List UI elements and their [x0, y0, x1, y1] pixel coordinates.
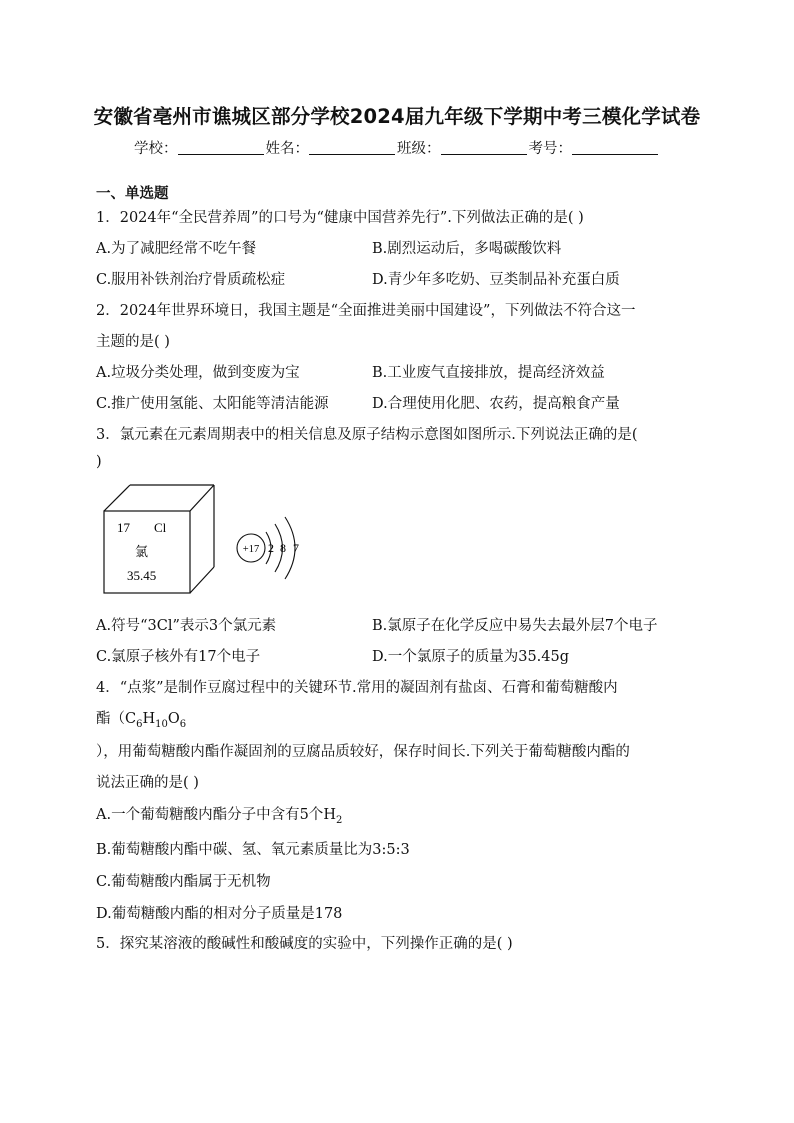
q4-option-a-text: A.一个葡萄糖酸内酯分子中含有5个 [96, 807, 324, 823]
exam-no-blank[interactable] [572, 140, 658, 155]
q3-option-b: B.氯原子在化学反应中易失去最外层7个电子 [372, 618, 658, 634]
element-symbol: Cl [154, 520, 167, 535]
name-label: 姓名： [265, 141, 309, 157]
q2-stem-line2: 主题的是( ) [96, 334, 170, 350]
name-blank[interactable] [309, 140, 395, 155]
page-title: 安徽省亳州市谯城区部分学校2024届九年级下学期中考三模化学试卷 [93, 105, 701, 128]
student-info-line [0, 137, 794, 158]
formula-c-count: 6 [136, 718, 143, 730]
q4-stem-prefix: 酯（ [96, 711, 125, 727]
q1-option-d: D.青少年多吃奶、豆类制品补充蛋白质 [372, 272, 620, 288]
exam-no-label: 考号： [528, 141, 572, 157]
formula-h: H [142, 711, 156, 727]
q3-option-d: D.一个氯原子的质量为35.45g [372, 649, 570, 665]
formula-o: O [167, 711, 180, 727]
q1-option-a: A.为了减肥经常不吃午餐 [96, 241, 257, 257]
q4-option-a [96, 803, 342, 826]
q1-option-c: C.服用补铁剂治疗骨质疏松症 [96, 272, 286, 288]
formula-h-count: 10 [155, 718, 168, 730]
q2-option-b: B.工业废气直接排放，提高经济效益 [372, 365, 605, 381]
nucleus-charge: +17 [242, 544, 260, 555]
q4-option-b: B.葡萄糖酸内酯中碳、氢、氧元素质量比为3:5:3 [96, 842, 410, 858]
atomic-mass: 35.45 [127, 568, 157, 583]
school-blank[interactable] [178, 140, 264, 155]
formula-c: C [125, 711, 137, 727]
q3-option-c: C.氯原子核外有17个电子 [96, 649, 261, 665]
q2-option-c: C.推广使用氢能、太阳能等清洁能源 [96, 396, 329, 412]
q3-option-a: A.符号“3Cl”表示3个氯元素 [96, 618, 277, 634]
atomic-number: 17 [117, 520, 130, 535]
q1-option-b: B.剧烈运动后，多喝碳酸饮料 [372, 241, 562, 257]
q4-stem-line4: 说法正确的是( ) [96, 775, 199, 791]
q4-option-d: D.葡萄糖酸内酯的相对分子质量是178 [96, 906, 343, 922]
shell-1-count: 2 [268, 541, 274, 555]
atom-structure-diagram [237, 517, 299, 579]
q4-stem-line3: ），用葡萄糖酸内酯作凝固剂的豆腐品质较好，保存时间长.下列关于葡萄糖酸内酯的 [96, 744, 630, 760]
section-heading: 一、单选题 [96, 186, 169, 202]
q4-stem-line1: 4．“点浆”是制作豆腐过程中的关键环节.常用的凝固剂有盐卤、石膏和葡萄糖酸内 [96, 680, 618, 696]
q2-stem-line1: 2．2024年世界环境日，我国主题是“全面推进美丽中国建设”，下列做法不符合这一 [96, 303, 636, 319]
element-name: 氯 [135, 545, 149, 560]
q3-stem-line2: ) [96, 454, 102, 470]
q4-option-c: C.葡萄糖酸内酯属于无机物 [96, 874, 271, 890]
school-label: 学校： [134, 141, 178, 157]
q4-option-a-sub: 2 [335, 814, 343, 826]
q4-option-a-h: H [323, 807, 336, 823]
class-blank[interactable] [441, 140, 527, 155]
formula-o-count: 6 [179, 718, 187, 730]
q4-stem-line2 [96, 707, 186, 730]
shell-3-count: 7 [293, 541, 299, 555]
chlorine-figure [98, 481, 318, 599]
q3-stem-line1: 3．氯元素在元素周期表中的相关信息及原子结构示意图如图所示.下列说法正确的是( [96, 427, 638, 443]
q2-option-d: D.合理使用化肥、农药，提高粮食产量 [372, 396, 620, 412]
q2-option-a: A.垃圾分类处理，做到变废为宝 [96, 365, 300, 381]
class-label: 班级： [397, 141, 441, 157]
q5-stem: 5．探究某溶液的酸碱性和酸碱度的实验中，下列操作正确的是( ) [96, 936, 513, 952]
element-cell [104, 485, 214, 593]
shell-2-count: 8 [280, 541, 286, 555]
q1-stem: 1．2024年“全民营养周”的口号为“健康中国营养先行”.下列做法正确的是( ) [96, 210, 584, 226]
